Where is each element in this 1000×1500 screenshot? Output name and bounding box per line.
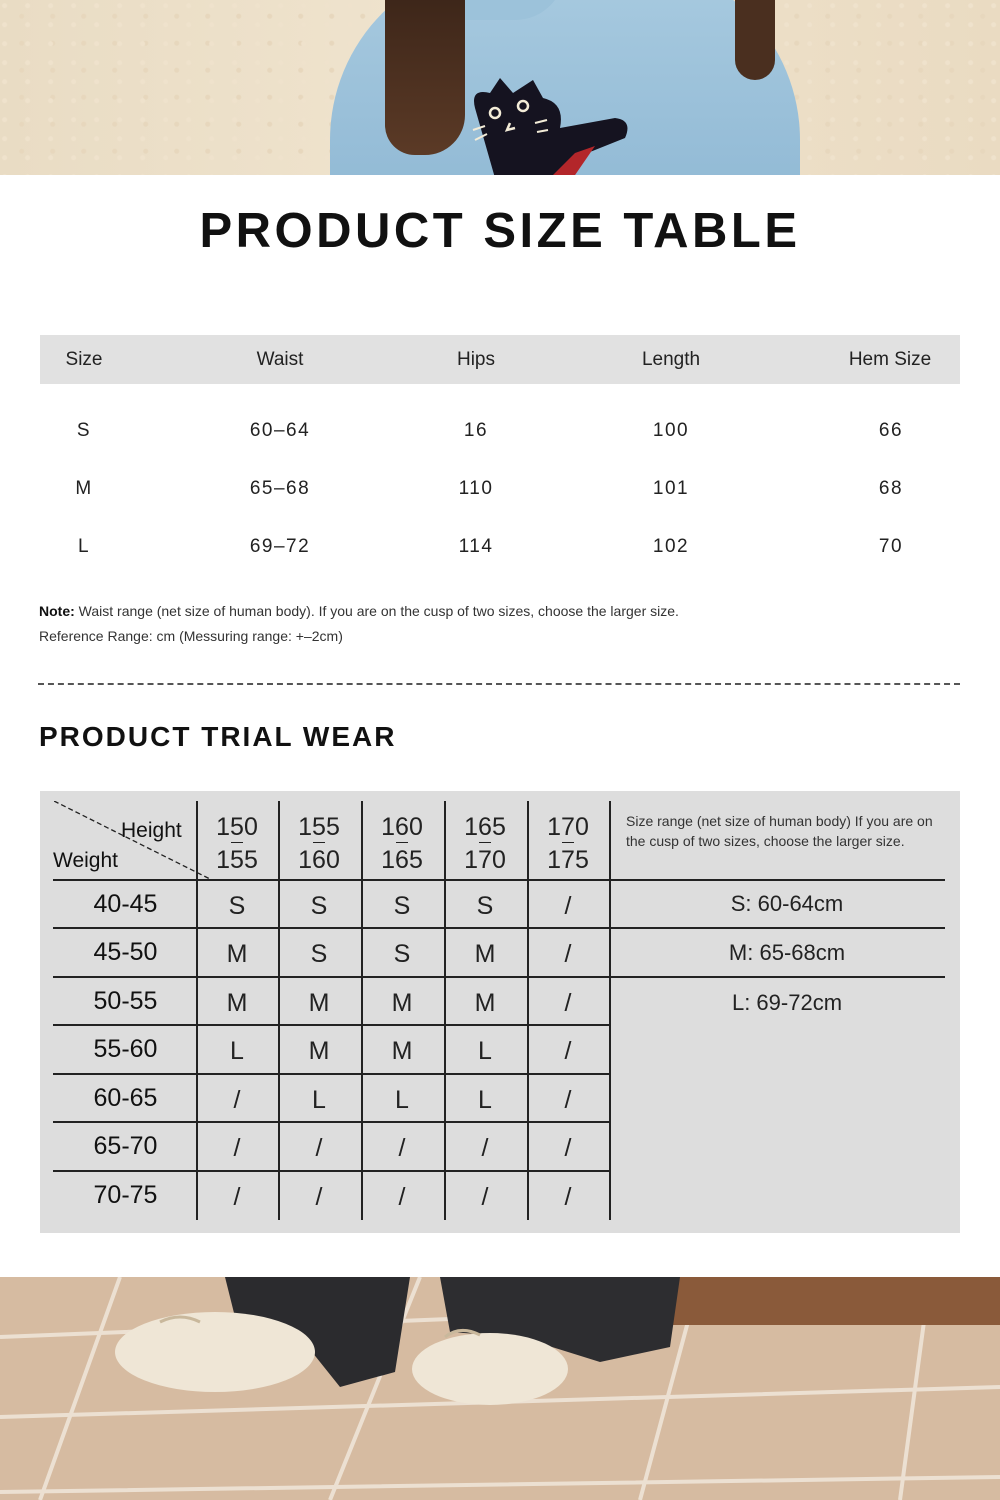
top-product-photo [0, 0, 1000, 175]
size-cell: / [564, 1037, 572, 1065]
size-cell: / [564, 940, 572, 968]
height-range-bottom: 155 [216, 846, 258, 874]
cell-hem-size: 66 [878, 420, 904, 441]
weight-range: 60-65 [93, 1084, 158, 1112]
size-cell: S [310, 940, 328, 968]
height-range-header [444, 809, 526, 879]
col-header-waist: Waist [256, 349, 304, 370]
weight-range: 70-75 [93, 1181, 158, 1209]
size-cell: / [481, 1134, 489, 1162]
size-cell: M [391, 989, 413, 1017]
size-cell: L [478, 1037, 492, 1065]
size-cell: / [233, 1134, 241, 1162]
size-cell: M [474, 940, 496, 968]
cell-size: S [76, 420, 92, 441]
cell-waist: 65–68 [249, 478, 311, 499]
height-range-header [278, 809, 360, 879]
bottom-product-photo [0, 1277, 1000, 1500]
height-range-top: 165 [464, 813, 506, 841]
size-chart-panel [0, 175, 1000, 1277]
size-cell: M [226, 940, 248, 968]
waist-range-m: M: 65-68cm [728, 940, 846, 965]
col-header-length: Length [641, 349, 701, 370]
size-cell: M [474, 989, 496, 1017]
cat-motif-icon [455, 68, 635, 175]
weight-axis-label: Weight [53, 849, 118, 872]
height-range-top: 150 [216, 813, 258, 841]
weight-range: 50-55 [93, 987, 158, 1015]
size-cell: L [230, 1037, 244, 1065]
reference-range-note: Reference Range: cm (Messuring range: +–2cm) [39, 628, 343, 644]
weight-range: 40-45 [93, 890, 158, 918]
size-cell: L [312, 1086, 326, 1114]
table-row [53, 1122, 623, 1170]
size-cell: M [308, 1037, 330, 1065]
cell-waist: 60–64 [249, 420, 311, 441]
height-range-bottom: 175 [547, 846, 589, 874]
size-table [40, 335, 960, 557]
hair-shape-right [735, 0, 775, 80]
height-range-bottom: 160 [298, 846, 340, 874]
size-cell: S [310, 892, 328, 920]
weight-range: 45-50 [93, 938, 158, 966]
table-row [53, 928, 623, 976]
size-cell: S [393, 940, 411, 968]
size-notes [39, 599, 679, 649]
weight-range: 55-60 [93, 1035, 158, 1063]
size-cell: / [564, 892, 572, 920]
cell-length: 100 [652, 420, 690, 441]
cell-hem-size: 70 [878, 536, 904, 557]
table-row [53, 977, 623, 1025]
height-range-header [361, 809, 443, 879]
table-row [53, 1025, 623, 1073]
trial-wear-table [40, 791, 960, 1233]
table-row [53, 1074, 623, 1122]
height-range-header [527, 809, 609, 879]
cell-length: 101 [652, 478, 690, 499]
cell-waist: 69–72 [249, 536, 311, 557]
hair-shape [385, 0, 465, 155]
size-cell: / [398, 1183, 406, 1211]
page-title: PRODUCT SIZE TABLE [199, 204, 801, 258]
table-row [40, 478, 960, 536]
cell-length: 102 [652, 536, 690, 557]
height-range-header [196, 809, 278, 879]
size-cell: M [391, 1037, 413, 1065]
height-range-top: 155 [298, 813, 340, 841]
cell-hips: 114 [458, 536, 494, 557]
table-row [53, 1171, 623, 1219]
size-cell: / [564, 1134, 572, 1162]
size-cell: L [478, 1086, 492, 1114]
size-cell: / [315, 1183, 323, 1211]
size-cell: / [398, 1134, 406, 1162]
size-cell: / [564, 1183, 572, 1211]
height-axis-label: Height [121, 819, 182, 842]
size-table-header [40, 335, 960, 384]
size-cell: / [233, 1086, 241, 1114]
table-row [40, 420, 960, 478]
height-range-top: 170 [547, 813, 589, 841]
height-range-bottom: 165 [381, 846, 423, 874]
col-header-size: Size [65, 349, 103, 370]
cell-hips: 16 [463, 420, 489, 441]
size-cell: M [308, 989, 330, 1017]
size-cell: / [233, 1183, 241, 1211]
size-cell: / [481, 1183, 489, 1211]
cell-hem-size: 68 [878, 478, 904, 499]
table-row [53, 880, 623, 928]
cell-size: M [75, 478, 93, 499]
size-range-note: Size range (net size of human body) If you are on the cusp of two sizes, choose the larger size. [626, 813, 933, 849]
size-cell: S [228, 892, 246, 920]
grid-line [609, 976, 945, 978]
size-cell: M [226, 989, 248, 1017]
section-divider [38, 683, 960, 685]
size-cell: L [395, 1086, 409, 1114]
trial-wear-title: PRODUCT TRIAL WEAR [39, 721, 397, 752]
waist-range-s: S: 60-64cm [730, 891, 844, 916]
height-range-top: 160 [381, 813, 423, 841]
size-cell: S [476, 892, 494, 920]
height-range-bottom: 170 [464, 846, 506, 874]
col-header-hem-size: Hem Size [848, 349, 932, 370]
note-label: Note: [39, 603, 75, 619]
note-text: Waist range (net size of human body). If you are on the cusp of two sizes, choose the larger size. [78, 603, 679, 619]
note-line [39, 599, 679, 624]
col-header-hips: Hips [456, 349, 496, 370]
size-cell: / [564, 989, 572, 1017]
cell-size: L [77, 536, 91, 557]
floor-and-slippers-illustration [0, 1277, 1000, 1500]
cell-hips: 110 [458, 478, 494, 499]
waist-range-l: L: 69-72cm [731, 990, 843, 1015]
weight-range: 65-70 [93, 1132, 158, 1160]
size-cell: S [393, 892, 411, 920]
size-table-body [40, 420, 960, 594]
table-row [40, 536, 960, 594]
size-cell: / [315, 1134, 323, 1162]
size-cell: / [564, 1086, 572, 1114]
